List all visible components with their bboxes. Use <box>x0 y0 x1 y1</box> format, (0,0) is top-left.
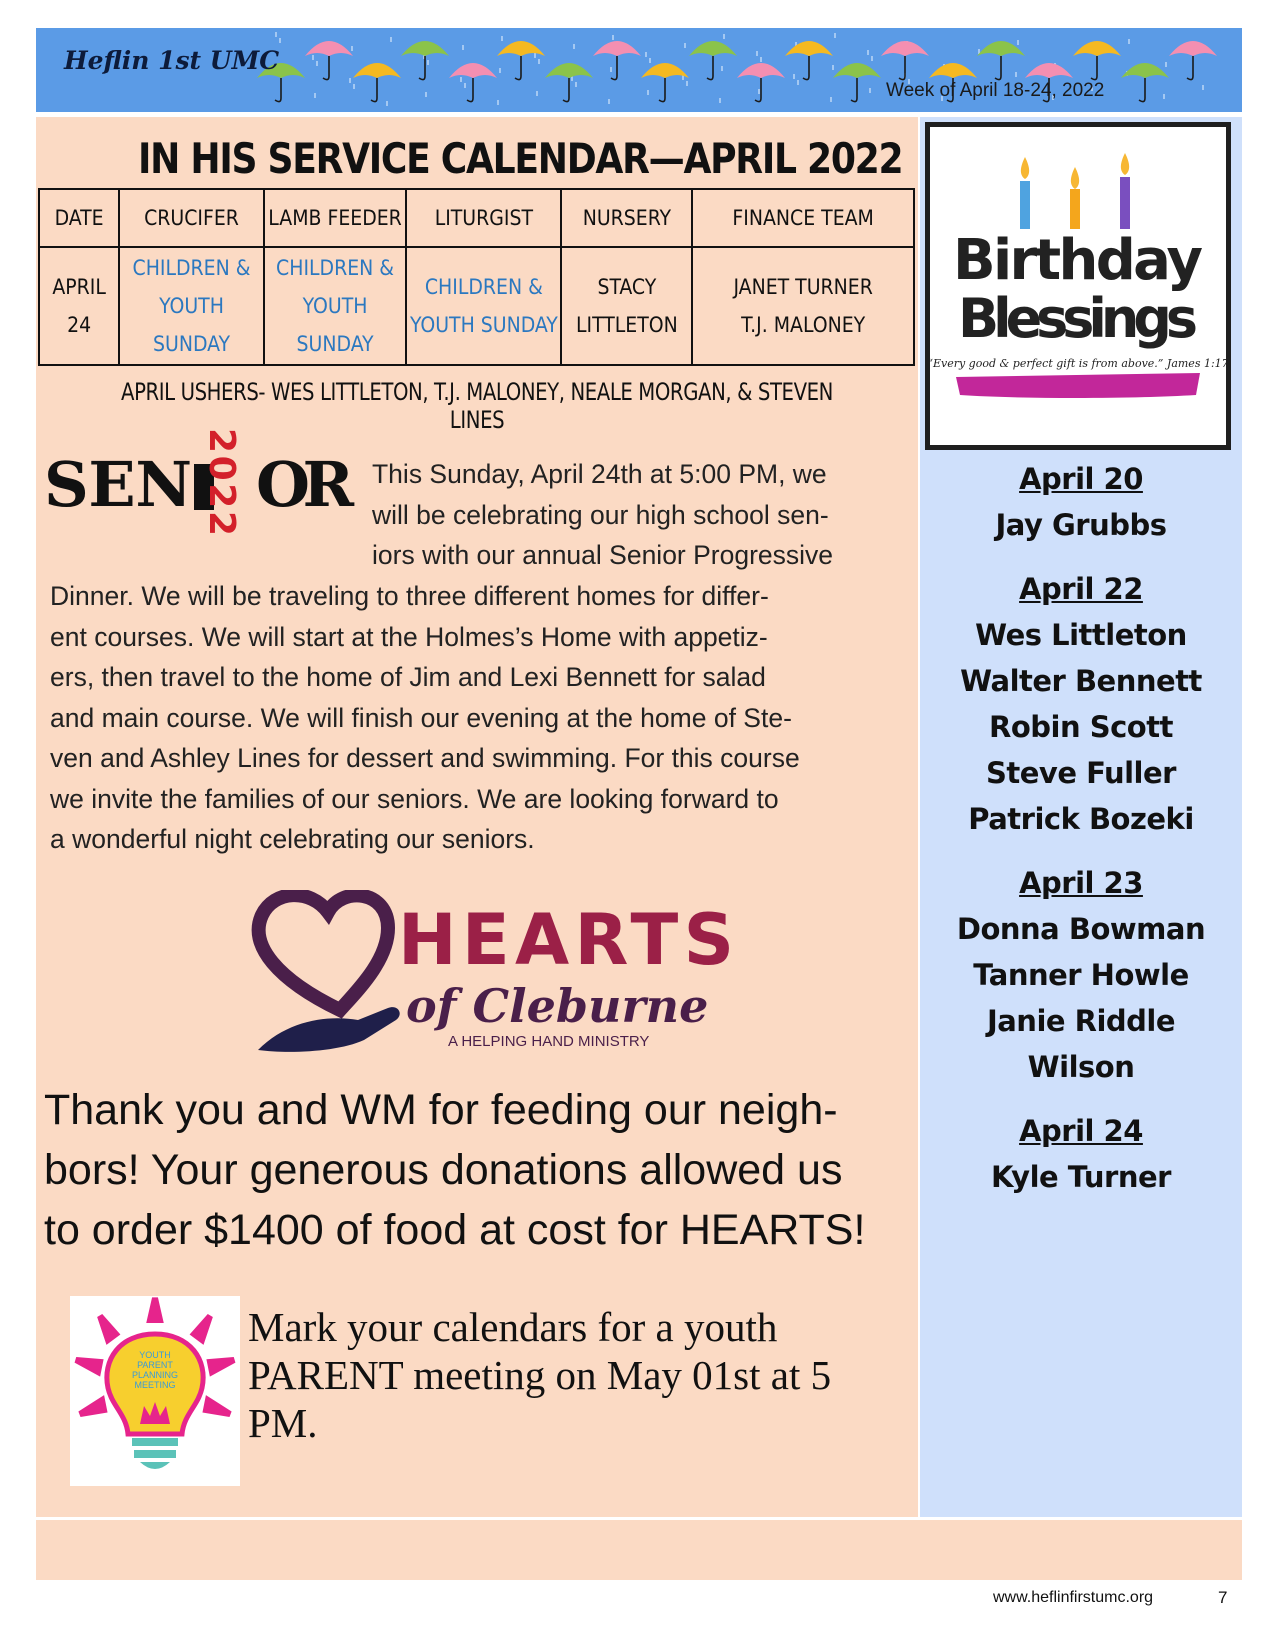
hearts-name: HEARTS <box>398 899 734 981</box>
bulb-text-4: MEETING <box>134 1380 176 1390</box>
birthday-name: Janie Riddle <box>986 1004 1176 1038</box>
page-number: 7 <box>1218 1588 1228 1607</box>
umbrella-icon <box>1169 41 1217 80</box>
birthday-candles-icon <box>930 127 1226 445</box>
liturgist-cell: CHILDREN & YOUTH SUNDAY <box>406 247 561 365</box>
table-header-row <box>39 189 914 247</box>
umbrella-icon <box>737 63 785 102</box>
lightbulb-image <box>70 1296 240 1486</box>
birthday-group <box>920 566 1242 842</box>
column-header: LAMB FEEDER <box>264 189 406 247</box>
umbrella-icon <box>1121 63 1169 102</box>
nursery-cell: STACY LITTLETON <box>561 247 692 365</box>
umbrella-icon <box>593 41 641 80</box>
birthday-name: Tanner Howle <box>973 958 1189 992</box>
birthday-name: Robin Scott <box>989 710 1173 744</box>
umbrella-icon <box>977 41 1025 80</box>
birthday-title-1: Birthday <box>953 228 1203 293</box>
column-header: DATE <box>39 189 119 247</box>
crucifer-cell: CHILDREN & YOUTH SUNDAY <box>119 247 264 365</box>
birthday-name: Donna Bowman <box>956 912 1206 946</box>
lamb-feeder-cell: CHILDREN & YOUTH SUNDAY <box>264 247 406 365</box>
bulb-text-3: PLANNING <box>131 1370 179 1380</box>
column-header: NURSERY <box>561 189 692 247</box>
birthday-name: Wilson <box>1027 1050 1135 1084</box>
website-link[interactable]: www.heflinfirstumc.org <box>993 1589 1154 1606</box>
umbrella-icon <box>785 41 833 80</box>
birthday-title-2: Blessings <box>958 287 1198 350</box>
birthday-name: Wes Littleton <box>975 618 1187 652</box>
umbrella-icon <box>497 41 545 80</box>
birthday-name: Walter Bennett <box>960 664 1202 698</box>
birthday-date: April 20 <box>1019 462 1143 496</box>
birthday-list <box>920 456 1242 1218</box>
ushers-line: APRIL USHERS- WES LITTLETON, T.J. MALONEY, NEALE MORGAN, & STEVEN LINES <box>121 378 833 434</box>
church-name: Heflin 1st UMC <box>64 46 280 75</box>
calendar-title: IN HIS SERVICE CALENDAR—APRIL 2022 <box>138 134 903 183</box>
birthday-blessings-graphic <box>925 122 1231 450</box>
umbrella-icon <box>1073 41 1121 80</box>
heart-hand-icon <box>258 895 400 1052</box>
birthday-verse: “Every good & perfect gift is from above.” James 1:17 <box>930 357 1226 370</box>
hearts-tagline: A HELPING HAND MINISTRY <box>448 1033 650 1050</box>
senior-2022-logo <box>44 424 356 548</box>
finance-team-cell: JANET TURNER T.J. MALONEY <box>692 247 914 365</box>
bulb-text-2: PARENT <box>137 1360 173 1370</box>
umbrella-icon <box>305 41 353 80</box>
umbrella-icon <box>353 63 401 102</box>
umbrella-icon <box>401 41 449 80</box>
umbrella-icon <box>689 41 737 80</box>
birthday-group <box>920 456 1242 548</box>
column-header: FINANCE TEAM <box>692 189 914 247</box>
birthday-group <box>920 1108 1242 1200</box>
column-header: LITURGIST <box>406 189 561 247</box>
lightbulb-icon <box>70 1296 240 1486</box>
date-cell: APRIL 24 <box>39 247 119 365</box>
birthday-date: April 23 <box>1019 866 1143 900</box>
umbrella-icon <box>449 63 497 102</box>
senior-logo-left: SEN <box>44 448 192 521</box>
hearts-of-cleburne: of Cleburne <box>406 979 709 1033</box>
bulb-text-1: YOUTH <box>139 1350 171 1360</box>
senior-paragraph-top: This Sunday, April 24th at 5:00 PM, we will be celebrating our high school sen- iors with our annual Senior Progressive <box>372 459 834 570</box>
service-calendar-table <box>38 188 915 366</box>
senior-paragraph-bottom: Dinner. We will be traveling to three different homes for differ- ent courses. We will start at the Holmes’s Home with appetiz- ers, then travel to the home of Jim and Lexi Bennett for salad and main course. We will finish our evening at the home of Ste- ven and Ashley Lines for dessert and swimming. For this course we invite the families of our seniors. We are looking forward to a wonderful night celebrating our seniors. <box>50 581 800 854</box>
youth-meeting-notice: Mark your calendars for a youth PARENT meeting on May 01st at 5 PM. <box>248 1304 832 1446</box>
hearts-thank-you: Thank you and WM for feeding our neigh- bors! Your generous donations allowed us to order $1400 of food at cost for HEARTS! <box>44 1086 866 1254</box>
umbrella-icon <box>881 41 929 80</box>
week-label: Week of April 18-24, 2022 <box>886 80 1105 101</box>
senior-logo-year: 2022 <box>201 428 242 536</box>
column-header: CRUCIFER <box>119 189 264 247</box>
footer-band <box>36 1520 1242 1580</box>
umbrella-icon <box>833 63 881 102</box>
header-banner <box>36 28 1242 112</box>
umbrella-icon <box>641 63 689 102</box>
table-row <box>39 247 914 365</box>
birthday-name: Kyle Turner <box>991 1160 1171 1194</box>
hearts-of-cleburne-logo <box>248 890 788 1060</box>
birthday-date: April 24 <box>1019 1114 1143 1148</box>
senior-logo-right: OR <box>256 448 354 521</box>
birthday-group <box>920 860 1242 1090</box>
birthday-date: April 22 <box>1019 572 1143 606</box>
birthday-name: Steve Fuller <box>986 756 1176 790</box>
birthday-name: Patrick Bozeki <box>968 802 1194 836</box>
birthday-name: Jay Grubbs <box>995 508 1167 542</box>
umbrella-icon <box>545 63 593 102</box>
